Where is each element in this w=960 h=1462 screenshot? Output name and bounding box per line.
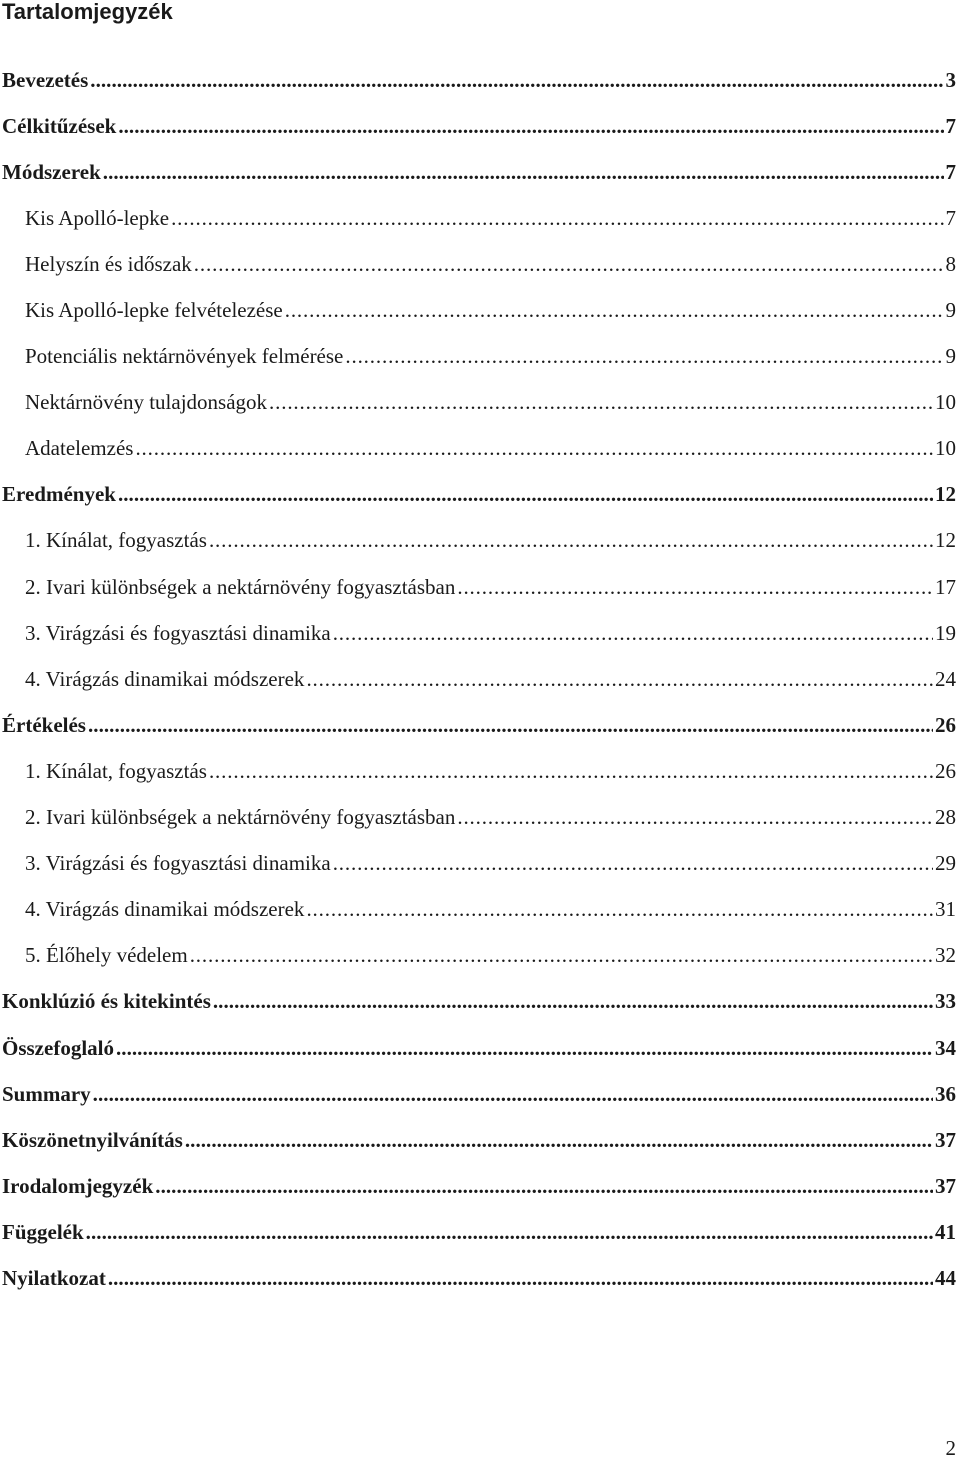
dot-leader: [88, 713, 933, 738]
toc-entry-label: Nektárnövény tulajdonságok: [25, 390, 268, 415]
dot-leader: [333, 851, 933, 876]
toc-entry-page: 26: [935, 712, 956, 737]
toc-entry-label: 4. Virágzás dinamikai módszerek: [25, 666, 305, 691]
toc-entry-label: Függelék: [2, 1219, 84, 1244]
toc-entry-label: 3. Virágzási és fogyasztási dinamika: [25, 620, 331, 645]
toc-entry-label: Nyilatkozat: [2, 1265, 106, 1290]
toc-entry-label: 4. Virágzás dinamikai módszerek: [25, 897, 305, 922]
dot-leader: [285, 298, 944, 323]
toc-entry-page: 7: [945, 205, 956, 230]
dot-leader: [116, 1036, 933, 1061]
toc-entry[interactable]: [0, 518, 956, 564]
toc-entry[interactable]: [0, 1163, 956, 1209]
toc-entry[interactable]: [0, 1117, 956, 1163]
toc-entry[interactable]: [0, 57, 956, 103]
toc-entry[interactable]: [0, 1025, 956, 1071]
toc-entry[interactable]: [0, 1209, 956, 1255]
toc-entry-page: 26: [935, 758, 956, 783]
dot-leader: [118, 482, 933, 507]
toc-entry-page: 32: [935, 943, 956, 968]
dot-leader: [155, 1174, 933, 1199]
toc-entry-label: Kis Apolló-lepke: [25, 205, 170, 230]
dot-leader: [190, 943, 933, 968]
toc-entry-label: Köszönetnyilvánítás: [2, 1127, 183, 1152]
toc-entry-page: 12: [935, 482, 956, 507]
dot-leader: [269, 390, 933, 415]
dot-leader: [209, 759, 933, 784]
toc-entry[interactable]: [0, 426, 956, 472]
dot-leader: [457, 575, 933, 600]
toc-entry[interactable]: [0, 656, 956, 702]
toc-entry-page: 7: [945, 159, 956, 184]
toc-entry-label: Összefoglaló: [2, 1035, 114, 1060]
toc-entry-label: Potenciális nektárnövények felmérése: [25, 344, 344, 369]
toc-entry-page: 9: [945, 298, 956, 323]
toc-entry-label: Kis Apolló-lepke felvételezése: [25, 298, 283, 323]
toc-entry[interactable]: [0, 887, 956, 933]
dot-leader: [209, 528, 933, 553]
toc-entry[interactable]: [0, 287, 956, 333]
toc-entry[interactable]: [0, 472, 956, 518]
toc-entry-label: Adatelemzés: [25, 436, 134, 461]
toc-entry-label: Bevezetés: [2, 67, 89, 92]
toc-entry-label: Célkitűzések: [2, 113, 117, 138]
dot-leader: [171, 206, 943, 231]
toc-entry-label: Eredmények: [2, 482, 116, 507]
toc-entry-label: Summary: [2, 1081, 91, 1106]
toc-entry-label: 1. Kínálat, fogyasztás: [25, 528, 207, 553]
toc-entry-page: 8: [945, 251, 956, 276]
toc-entry-page: 37: [935, 1173, 956, 1198]
toc-entry-label: Konklúzió és kitekintés: [2, 989, 211, 1014]
toc-entry-page: 37: [935, 1127, 956, 1152]
dot-leader: [213, 989, 933, 1014]
toc-entry-page: 24: [935, 666, 956, 691]
toc-entry[interactable]: [0, 103, 956, 149]
toc-entry-page: 10: [935, 390, 956, 415]
toc-entry[interactable]: [0, 841, 956, 887]
toc-entry[interactable]: [0, 334, 956, 380]
toc-entry-label: Irodalomjegyzék: [2, 1173, 154, 1198]
dot-leader: [185, 1128, 933, 1153]
dot-leader: [333, 621, 933, 646]
toc-entry-page: 10: [935, 436, 956, 461]
toc-entry[interactable]: [0, 149, 956, 195]
dot-leader: [86, 1220, 933, 1245]
toc-entry-label: Módszerek: [2, 159, 101, 184]
page-number: 2: [945, 1436, 956, 1460]
toc-entry-label: 1. Kínálat, fogyasztás: [25, 758, 207, 783]
toc-entry[interactable]: [0, 195, 956, 241]
toc-entry-page: 28: [935, 805, 956, 830]
toc-entry-page: 34: [935, 1035, 956, 1060]
dot-leader: [93, 1082, 933, 1107]
table-of-contents: [0, 57, 956, 1302]
toc-entry-page: 29: [935, 851, 956, 876]
toc-heading: Tartalomjegyzék: [2, 0, 173, 24]
toc-entry-page: 17: [935, 574, 956, 599]
toc-entry-page: 19: [935, 620, 956, 645]
dot-leader: [118, 114, 943, 139]
dot-leader: [103, 160, 944, 185]
dot-leader: [135, 436, 933, 461]
dot-leader: [194, 252, 944, 277]
toc-entry[interactable]: [0, 702, 956, 748]
toc-entry[interactable]: [0, 979, 956, 1025]
toc-entry-label: 3. Virágzási és fogyasztási dinamika: [25, 851, 331, 876]
toc-entry[interactable]: [0, 610, 956, 656]
toc-entry-page: 44: [935, 1265, 956, 1290]
toc-entry-page: 36: [935, 1081, 956, 1106]
toc-entry-page: 3: [945, 67, 956, 92]
toc-entry-label: 2. Ivari különbségek a nektárnövény fogyasztásban: [25, 574, 456, 599]
dot-leader: [108, 1266, 933, 1291]
toc-entry-label: 2. Ivari különbségek a nektárnövény fogyasztásban: [25, 805, 456, 830]
toc-entry-page: 33: [935, 989, 956, 1014]
toc-entry-page: 41: [935, 1219, 956, 1244]
toc-entry-label: Helyszín és időszak: [25, 251, 192, 276]
toc-entry[interactable]: [0, 1071, 956, 1117]
toc-entry[interactable]: [0, 241, 956, 287]
toc-entry[interactable]: [0, 1255, 956, 1301]
toc-entry-page: 31: [935, 897, 956, 922]
toc-entry[interactable]: [0, 564, 956, 610]
dot-leader: [306, 667, 933, 692]
dot-leader: [90, 68, 943, 93]
dot-leader: [306, 897, 933, 922]
toc-entry-label: Értékelés: [2, 712, 86, 737]
dot-leader: [345, 344, 943, 369]
toc-entry-page: 12: [935, 528, 956, 553]
toc-entry-label: 5. Élőhely védelem: [25, 943, 188, 968]
dot-leader: [457, 805, 933, 830]
toc-entry-page: 9: [945, 344, 956, 369]
toc-entry[interactable]: [0, 748, 956, 794]
toc-entry[interactable]: [0, 380, 956, 426]
toc-entry[interactable]: [0, 933, 956, 979]
toc-entry-page: 7: [945, 113, 956, 138]
toc-entry[interactable]: [0, 795, 956, 841]
